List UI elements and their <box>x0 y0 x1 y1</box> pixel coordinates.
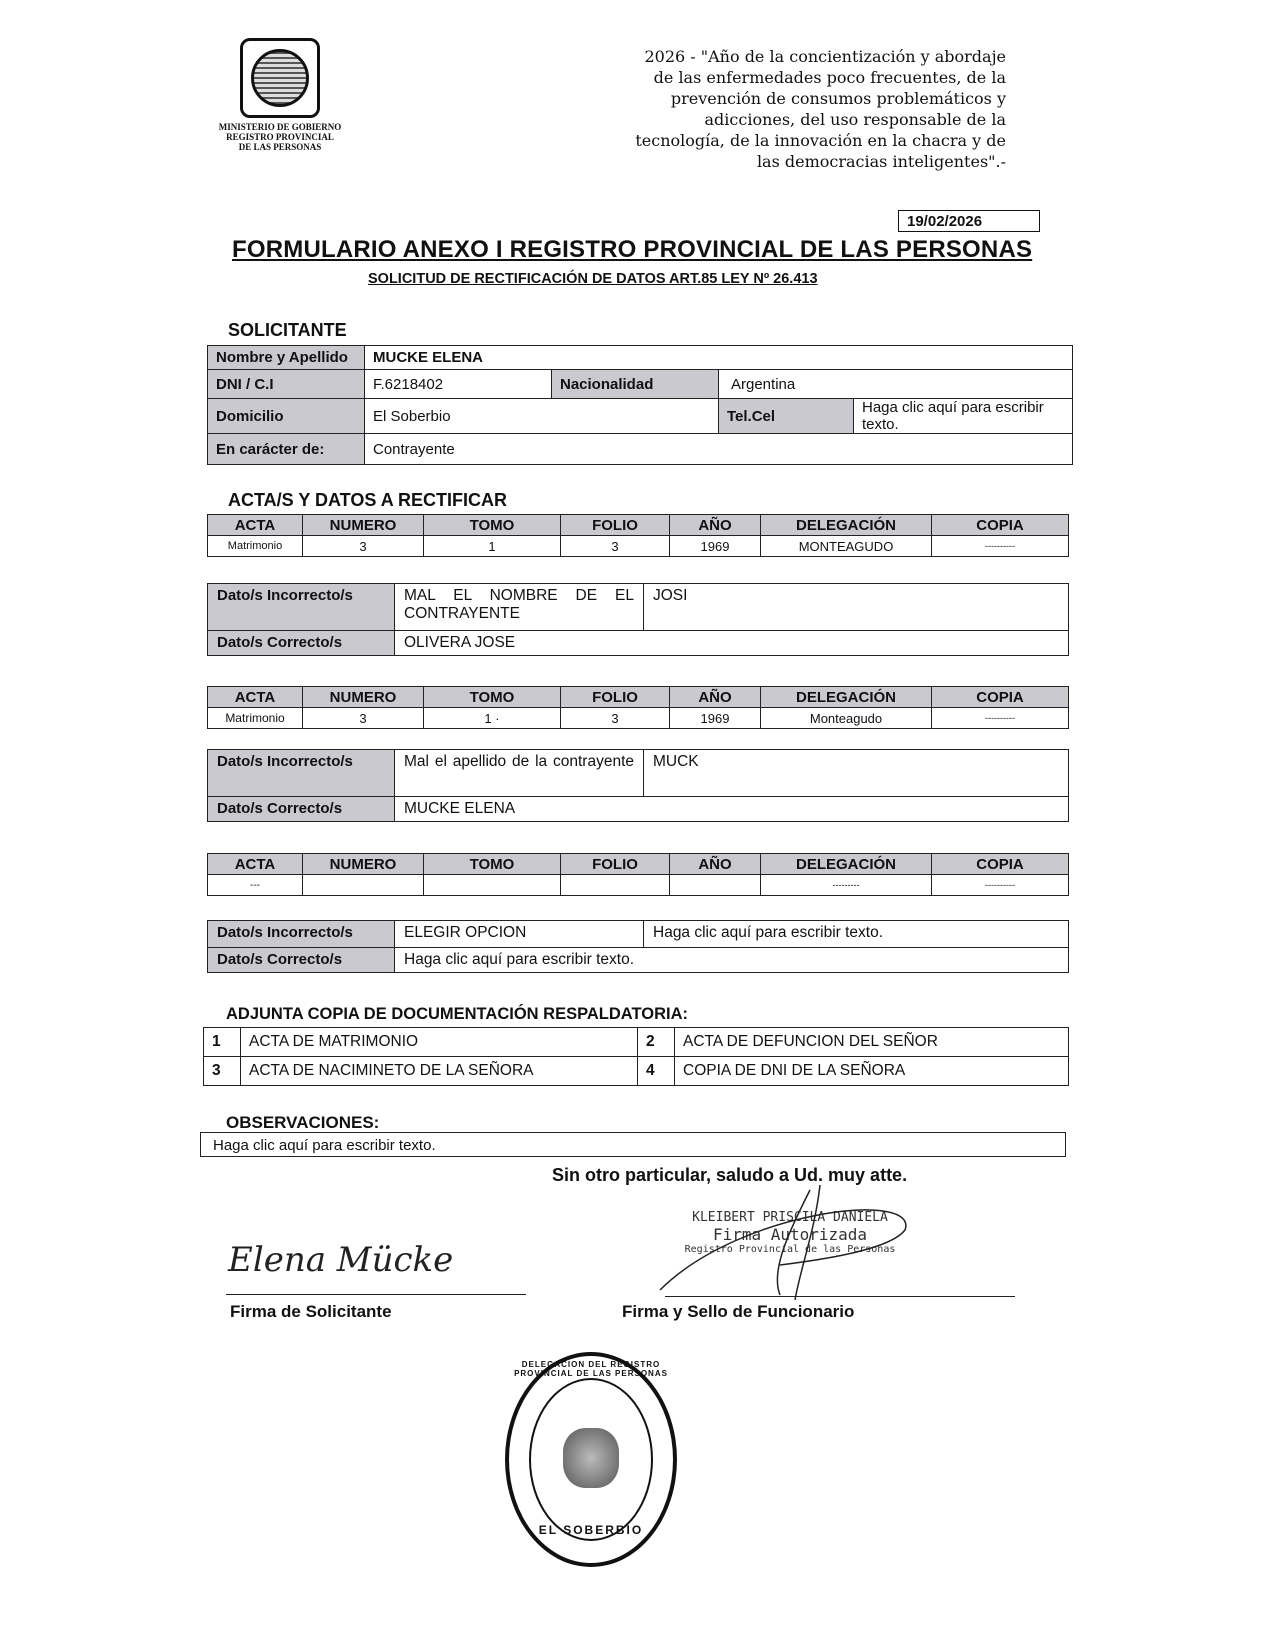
col-copia: COPIA <box>932 515 1069 536</box>
date-field[interactable]: 19/02/2026 <box>898 210 1040 232</box>
adjunta-table <box>203 1027 1069 1086</box>
seal-center-text: EL SOBERBIO <box>538 1523 644 1537</box>
col-numero: NUMERO <box>303 515 424 536</box>
item-number: 2 <box>638 1028 675 1057</box>
adjunta-item-3[interactable]: ACTA DE NACIMINETO DE LA SEÑORA <box>241 1057 638 1086</box>
cell-tomo[interactable]: 1 · <box>424 708 561 729</box>
col-numero: NUMERO <box>303 854 424 875</box>
incorrect-value-field[interactable]: JOSI <box>644 584 1069 631</box>
motto-line: de las enfermedades poco frecuentes, de la <box>653 68 1006 87</box>
stamp-office: Registro Provincial de las Personas <box>684 1244 896 1255</box>
stamp-name: KLEIBERT PRISCILA DANIELA <box>692 1210 888 1225</box>
telcel-label: Tel.Cel <box>719 399 854 434</box>
col-delegacion: DELEGACIÓN <box>761 687 932 708</box>
coat-of-arms-icon <box>240 38 320 118</box>
logo-line: REGISTRO PROVINCIAL <box>226 132 334 142</box>
nombre-field[interactable]: MUCKE ELENA <box>365 346 1073 370</box>
cell-copia[interactable]: ---------- <box>932 536 1069 557</box>
correct-value-field[interactable]: MUCKE ELENA <box>395 797 1069 822</box>
dato-table-2 <box>207 749 1069 822</box>
dni-field[interactable]: F.6218402 <box>365 370 552 399</box>
item-number: 4 <box>638 1057 675 1086</box>
incorrect-desc-text: Mal el apellido de la contrayente <box>404 753 634 770</box>
logo-line: MINISTERIO DE GOBIERNO <box>218 122 342 132</box>
cell-copia[interactable]: ---------- <box>932 875 1069 896</box>
col-folio: FOLIO <box>561 687 670 708</box>
motto-line: las democracias inteligentes".- <box>756 152 1006 171</box>
nacionalidad-field[interactable]: Argentina <box>719 370 1073 399</box>
ministry-logo <box>200 38 360 152</box>
col-anio: AÑO <box>670 854 761 875</box>
option-select[interactable]: ELEGIR OPCION <box>395 921 644 948</box>
section-title-observaciones: OBSERVACIONES: <box>226 1113 380 1132</box>
dato-table-3 <box>207 920 1069 973</box>
adjunta-item-1[interactable]: ACTA DE MATRIMONIO <box>241 1028 638 1057</box>
adjunta-item-2[interactable]: ACTA DE DEFUNCION DEL SEÑOR <box>675 1028 1069 1057</box>
dato-correcto-label: Dato/s Correcto/s <box>208 797 395 822</box>
section-title-solicitante: SOLICITANTE <box>228 320 347 340</box>
col-tomo: TOMO <box>424 515 561 536</box>
col-acta: ACTA <box>208 687 303 708</box>
cell-anio[interactable]: 1969 <box>670 708 761 729</box>
col-folio: FOLIO <box>561 515 670 536</box>
table-row <box>204 1057 1069 1086</box>
domicilio-field[interactable]: El Soberbio <box>365 399 719 434</box>
adjunta-item-4[interactable]: COPIA DE DNI DE LA SEÑORA <box>675 1057 1069 1086</box>
motto-line: 2026 - "Año de la concientización y abordaje <box>644 47 1006 66</box>
incorrect-desc-text: MAL EL NOMBRE DE EL CONTRAYENTE <box>404 587 634 622</box>
year-motto <box>560 46 1006 172</box>
cell-folio[interactable]: 3 <box>561 708 670 729</box>
signature-line <box>665 1296 1015 1297</box>
caracter-field[interactable]: Contrayente <box>365 434 1073 465</box>
incorrect-value-field[interactable]: MUCK <box>644 750 1069 797</box>
closing-text: Sin otro particular, saludo a Ud. muy atte. <box>552 1165 908 1185</box>
col-anio: AÑO <box>670 687 761 708</box>
dato-incorrecto-label: Dato/s Incorrecto/s <box>208 584 395 631</box>
cell-anio[interactable] <box>670 875 761 896</box>
cell-numero[interactable]: 3 <box>303 708 424 729</box>
section-title-actas: ACTA/S Y DATOS A RECTIFICAR <box>228 490 508 510</box>
cell-delegacion[interactable]: --------- <box>761 875 932 896</box>
incorrect-desc-field[interactable] <box>395 750 644 797</box>
cell-acta[interactable]: Matrimonio <box>208 708 303 729</box>
col-acta: ACTA <box>208 854 303 875</box>
cell-acta[interactable]: Matrimonio <box>208 536 303 557</box>
col-tomo: TOMO <box>424 854 561 875</box>
cell-delegacion[interactable]: MONTEAGUDO <box>761 536 932 557</box>
col-anio: AÑO <box>670 515 761 536</box>
motto-line: prevención de consumos problemáticos y <box>670 89 1006 108</box>
stamp-role: Firma Autorizada <box>712 1225 868 1244</box>
solicitante-signature: Elena Mücke <box>228 1240 454 1280</box>
item-number: 1 <box>204 1028 241 1057</box>
incorrect-value-field[interactable]: Haga clic aquí para escribir texto. <box>644 921 1069 948</box>
col-delegacion: DELEGACIÓN <box>761 854 932 875</box>
cell-numero[interactable] <box>303 875 424 896</box>
table-row <box>204 1028 1069 1057</box>
observaciones-field[interactable]: Haga clic aquí para escribir texto. <box>200 1132 1066 1157</box>
domicilio-label: Domicilio <box>208 399 365 434</box>
dato-incorrecto-label: Dato/s Incorrecto/s <box>208 750 395 797</box>
table-row <box>208 536 1069 557</box>
official-seal <box>505 1352 677 1567</box>
cell-tomo[interactable]: 1 <box>424 536 561 557</box>
telcel-field[interactable]: Haga clic aquí para escribir texto. <box>854 399 1073 434</box>
table-row <box>208 875 1069 896</box>
motto-line: tecnología, de la innovación en la chacra y de <box>635 131 1006 150</box>
cell-copia[interactable]: ---------- <box>932 708 1069 729</box>
caracter-label: En carácter de: <box>208 434 365 465</box>
funcionario-signature-label: Firma y Sello de Funcionario <box>622 1302 855 1321</box>
logo-line: DE LAS PERSONAS <box>238 142 322 152</box>
cell-delegacion[interactable]: Monteagudo <box>761 708 932 729</box>
col-acta: ACTA <box>208 515 303 536</box>
dni-label: DNI / C.I <box>208 370 365 399</box>
cell-numero[interactable]: 3 <box>303 536 424 557</box>
solicitante-table <box>207 345 1073 465</box>
cell-acta[interactable]: --- <box>208 875 303 896</box>
col-numero: NUMERO <box>303 687 424 708</box>
seal-ring-text: DELEGACION DEL REGISTRO PROVINCIAL DE LAS PERSONAS <box>514 1360 668 1378</box>
motto-line: adicciones, del uso responsable de la <box>704 110 1006 129</box>
dato-incorrecto-label: Dato/s Incorrecto/s <box>208 921 395 948</box>
item-number: 3 <box>204 1057 241 1086</box>
dato-correcto-label: Dato/s Correcto/s <box>208 948 395 973</box>
correct-value-field[interactable]: Haga clic aquí para escribir texto. <box>395 948 1069 973</box>
table-row <box>208 708 1069 729</box>
correct-value-field[interactable]: OLIVERA JOSE <box>395 631 1069 656</box>
form-title: FORMULARIO ANEXO I REGISTRO PROVINCIAL DE LAS PERSONAS <box>232 236 1033 263</box>
acta-table-1 <box>207 514 1069 557</box>
col-tomo: TOMO <box>424 687 561 708</box>
dato-table-1 <box>207 583 1069 656</box>
acta-table-3 <box>207 853 1069 896</box>
col-copia: COPIA <box>932 687 1069 708</box>
col-delegacion: DELEGACIÓN <box>761 515 932 536</box>
signature-line <box>226 1294 526 1295</box>
section-title-adjunta: ADJUNTA COPIA DE DOCUMENTACIÓN RESPALDATORIA: <box>226 1005 688 1023</box>
acta-table-2 <box>207 686 1069 729</box>
incorrect-desc-field[interactable] <box>395 584 644 631</box>
cell-tomo[interactable] <box>424 875 561 896</box>
seal-emblem-icon <box>563 1428 619 1488</box>
col-folio: FOLIO <box>561 854 670 875</box>
nacionalidad-label: Nacionalidad <box>552 370 719 399</box>
form-subtitle: SOLICITUD DE RECTIFICACIÓN DE DATOS ART.85 LEY Nº 26.413 <box>368 271 818 287</box>
nombre-label: Nombre y Apellido <box>208 346 365 370</box>
cell-anio[interactable]: 1969 <box>670 536 761 557</box>
cell-folio[interactable]: 3 <box>561 536 670 557</box>
dato-correcto-label: Dato/s Correcto/s <box>208 631 395 656</box>
col-copia: COPIA <box>932 854 1069 875</box>
funcionario-signature-scribble <box>620 1170 920 1310</box>
cell-folio[interactable] <box>561 875 670 896</box>
solicitante-signature-label: Firma de Solicitante <box>230 1302 392 1321</box>
